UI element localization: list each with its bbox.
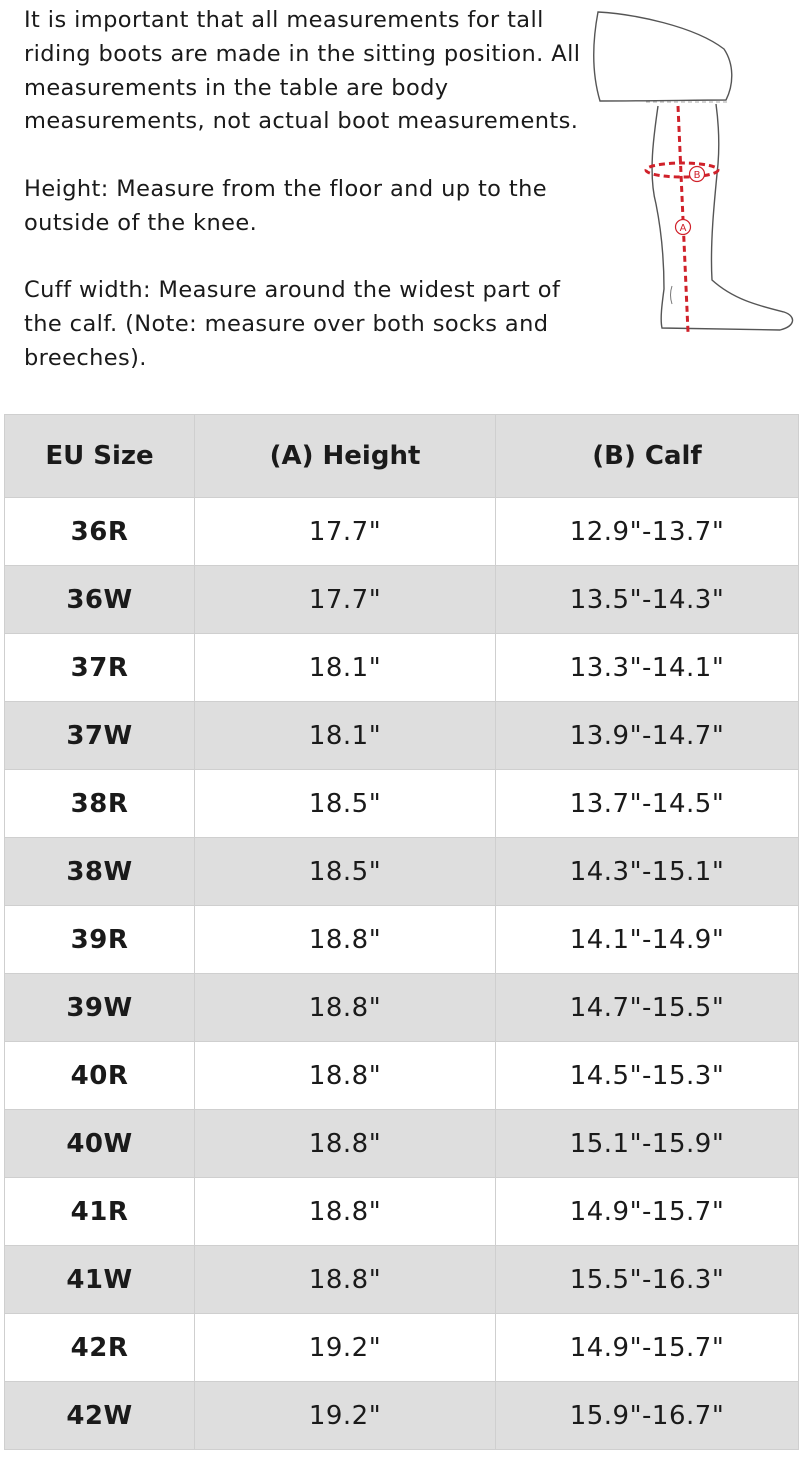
eu-size-cell: 38W — [5, 838, 195, 906]
header-calf: (B) Calf — [496, 415, 799, 498]
intro-paragraph-cuff: Cuff width: Measure around the widest part of the calf. (Note: measure over both socks and breeches). — [24, 277, 561, 371]
height-cell: 19.2" — [195, 1314, 496, 1382]
eu-size-cell: 36W — [5, 566, 195, 634]
intro-paragraph-height: Height: Measure from the floor and up to the outside of the knee. — [24, 175, 548, 236]
label-b: B — [693, 170, 701, 181]
eu-size-cell: 41W — [5, 1246, 195, 1314]
height-cell: 18.5" — [195, 770, 496, 838]
measurement-instructions — [24, 4, 584, 376]
height-cell: 19.2" — [195, 1382, 496, 1450]
calf-cell: 15.1"-15.9" — [496, 1110, 799, 1178]
calf-cell: 14.3"-15.1" — [496, 838, 799, 906]
calf-cell: 12.9"-13.7" — [496, 498, 799, 566]
ankle-mark — [671, 286, 673, 304]
table-row — [5, 566, 799, 634]
size-chart-table — [4, 414, 799, 1450]
calf-cell: 13.5"-14.3" — [496, 566, 799, 634]
eu-size-cell: 38R — [5, 770, 195, 838]
height-cell: 18.8" — [195, 1110, 496, 1178]
height-cell: 18.1" — [195, 702, 496, 770]
calf-cell: 14.7"-15.5" — [496, 974, 799, 1042]
height-cell: 17.7" — [195, 498, 496, 566]
table-row — [5, 702, 799, 770]
calf-cell: 14.9"-15.7" — [496, 1178, 799, 1246]
calf-cell: 14.5"-15.3" — [496, 1042, 799, 1110]
calf-cell: 14.9"-15.7" — [496, 1314, 799, 1382]
table-header-row — [5, 415, 799, 498]
table-row — [5, 1246, 799, 1314]
eu-size-cell: 37R — [5, 634, 195, 702]
table-row — [5, 1178, 799, 1246]
eu-size-cell: 36R — [5, 498, 195, 566]
eu-size-cell: 42W — [5, 1382, 195, 1450]
thigh-outline — [594, 12, 732, 101]
leg-measurement-diagram — [584, 4, 798, 336]
table-row — [5, 1314, 799, 1382]
header-height: (A) Height — [195, 415, 496, 498]
calf-cell: 14.1"-14.9" — [496, 906, 799, 974]
eu-size-cell: 39R — [5, 906, 195, 974]
height-cell: 18.8" — [195, 1246, 496, 1314]
calf-cell: 13.9"-14.7" — [496, 702, 799, 770]
intro-paragraph-sitting: It is important that all measurements for tall riding boots are made in the sitting position. All measurements in the table are body measurements, not actual boot measurements. — [24, 7, 581, 135]
height-cell: 18.8" — [195, 906, 496, 974]
height-cell: 17.7" — [195, 566, 496, 634]
eu-size-cell: 40R — [5, 1042, 195, 1110]
height-cell: 18.1" — [195, 634, 496, 702]
calf-cell: 15.9"-16.7" — [496, 1382, 799, 1450]
table-row — [5, 634, 799, 702]
table-row — [5, 838, 799, 906]
eu-size-cell: 41R — [5, 1178, 195, 1246]
calf-cell: 13.7"-14.5" — [496, 770, 799, 838]
eu-size-cell: 40W — [5, 1110, 195, 1178]
header-eu-size: EU Size — [5, 415, 195, 498]
height-cell: 18.8" — [195, 1178, 496, 1246]
eu-size-cell: 42R — [5, 1314, 195, 1382]
table-row — [5, 1382, 799, 1450]
table-row — [5, 498, 799, 566]
calf-cell: 13.3"-14.1" — [496, 634, 799, 702]
label-a: A — [679, 223, 687, 234]
calf-cell: 15.5"-16.3" — [496, 1246, 799, 1314]
height-cell: 18.5" — [195, 838, 496, 906]
table-row — [5, 1110, 799, 1178]
table-row — [5, 1042, 799, 1110]
eu-size-cell: 39W — [5, 974, 195, 1042]
eu-size-cell: 37W — [5, 702, 195, 770]
height-cell: 18.8" — [195, 974, 496, 1042]
table-row — [5, 906, 799, 974]
table-row — [5, 974, 799, 1042]
lower-leg-outline — [652, 104, 792, 330]
table-row — [5, 770, 799, 838]
height-cell: 18.8" — [195, 1042, 496, 1110]
